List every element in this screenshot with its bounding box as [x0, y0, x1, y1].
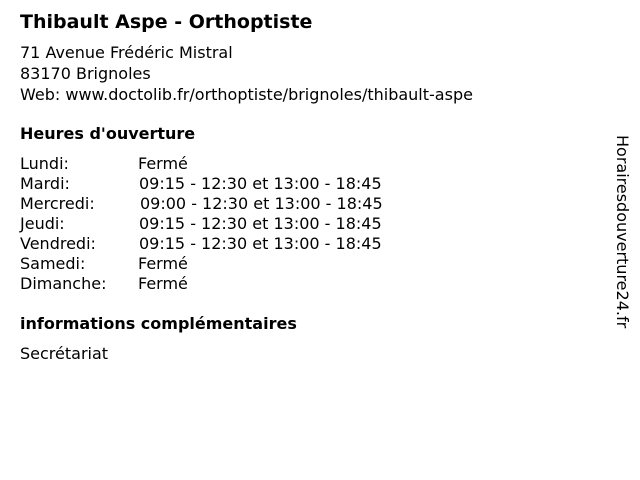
hours-row-sunday	[20, 274, 500, 294]
hours-row-monday	[20, 154, 500, 174]
hours-time: 09:15 - 12:30 et 13:00 - 18:45	[139, 174, 382, 193]
hours-day: Mardi:	[20, 174, 70, 193]
address-city: 83170 Brignoles	[20, 64, 151, 83]
hours-row-wednesday	[20, 194, 500, 214]
hours-time: Fermé	[138, 254, 188, 273]
hours-day: Samedi:	[20, 254, 86, 273]
hours-time: 09:15 - 12:30 et 13:00 - 18:45	[139, 214, 382, 233]
hours-day: Vendredi:	[20, 234, 96, 253]
hours-time: 09:15 - 12:30 et 13:00 - 18:45	[139, 234, 382, 253]
hours-row-tuesday	[20, 174, 500, 194]
additional-info-heading: informations complémentaires	[20, 314, 297, 333]
hours-row-friday	[20, 234, 500, 254]
hours-time: Fermé	[138, 274, 188, 293]
hours-day: Dimanche:	[20, 274, 107, 293]
hours-time: 09:00 - 12:30 et 13:00 - 18:45	[140, 194, 383, 213]
brand-watermark: Horairesdouverture24.fr	[613, 135, 632, 329]
address-street: 71 Avenue Frédéric Mistral	[20, 43, 233, 62]
page-title: Thibault Aspe - Orthoptiste	[20, 11, 313, 33]
hours-time: Fermé	[138, 154, 188, 173]
hours-row-saturday	[20, 254, 500, 274]
hours-day: Lundi:	[20, 154, 69, 173]
hours-row-thursday	[20, 214, 500, 234]
opening-hours-heading: Heures d'ouverture	[20, 124, 196, 143]
website-link[interactable]: Web: www.doctolib.fr/orthoptiste/brignoles/thibault-aspe	[20, 85, 473, 104]
hours-day: Jeudi:	[20, 214, 65, 233]
additional-info-text: Secrétariat	[20, 344, 109, 363]
hours-day: Mercredi:	[20, 194, 95, 213]
